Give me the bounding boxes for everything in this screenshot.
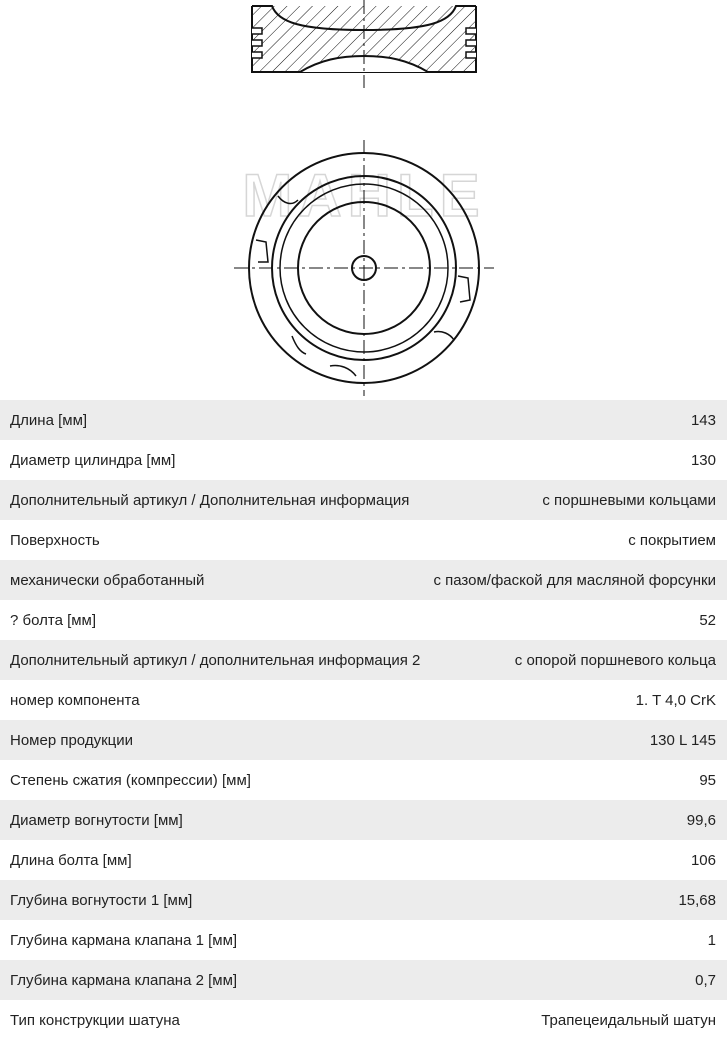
spec-label: ? болта [мм] <box>10 611 97 629</box>
spec-label: Длина [мм] <box>10 411 88 429</box>
spec-value: 0,7 <box>695 971 716 989</box>
spec-value: 99,6 <box>686 811 716 829</box>
spec-label: Глубина кармана клапана 2 [мм] <box>10 971 238 989</box>
spec-row-component-number <box>0 680 727 720</box>
spec-value: 130 <box>690 451 716 469</box>
spec-label: Дополнительный артикул / Дополнительная информация <box>10 491 410 509</box>
spec-row-additional-info-2 <box>0 640 727 680</box>
spec-label: Глубина кармана клапана 1 [мм] <box>10 931 238 949</box>
piston-drawing <box>0 0 727 400</box>
spec-row-bowl-depth <box>0 880 727 920</box>
spec-table <box>0 400 727 1040</box>
spec-label: механически обработанный <box>10 571 205 589</box>
spec-value: с пазом/фаской для масляной форсунки <box>433 571 716 589</box>
spec-value: 15,68 <box>678 891 716 909</box>
spec-label: Глубина вогнутости 1 [мм] <box>10 891 193 909</box>
spec-label: Диаметр вогнутости [мм] <box>10 811 183 829</box>
spec-row-valve-pocket-2 <box>0 960 727 1000</box>
spec-label: номер компонента <box>10 691 140 709</box>
spec-label: Дополнительный артикул / дополнительная информация 2 <box>10 651 421 669</box>
spec-value: с опорой поршневого кольца <box>514 651 716 669</box>
spec-value: 130 L 145 <box>649 731 716 749</box>
piston-technical-drawing <box>0 0 727 400</box>
spec-label: Поверхность <box>10 531 100 549</box>
spec-value: 95 <box>699 771 716 789</box>
spec-label: Тип конструкции шатуна <box>10 1011 180 1029</box>
spec-label: Степень сжатия (компрессии) [мм] <box>10 771 251 789</box>
piston-cross-section <box>252 0 476 88</box>
spec-value: 52 <box>699 611 716 629</box>
mahle-watermark: MAHLE <box>242 162 486 229</box>
spec-row-pin-diameter <box>0 600 727 640</box>
spec-value: с поршневыми кольцами <box>542 491 716 509</box>
spec-label: Номер продукции <box>10 731 133 749</box>
spec-value: 1 <box>707 931 716 949</box>
spec-row-machining <box>0 560 727 600</box>
spec-row-length <box>0 400 727 440</box>
spec-row-additional-info <box>0 480 727 520</box>
spec-label: Длина болта [мм] <box>10 851 132 869</box>
spec-row-pin-length <box>0 840 727 880</box>
spec-row-bowl-diameter <box>0 800 727 840</box>
spec-value: Трапецеидальный шатун <box>541 1011 716 1029</box>
spec-row-product-number <box>0 720 727 760</box>
piston-top-view <box>234 140 494 396</box>
spec-value: 143 <box>690 411 716 429</box>
spec-row-valve-pocket-1 <box>0 920 727 960</box>
spec-value: с покрытием <box>628 531 716 549</box>
spec-row-bore <box>0 440 727 480</box>
spec-value: 106 <box>690 851 716 869</box>
spec-value: 1. T 4,0 CrK <box>635 691 716 709</box>
spec-row-surface <box>0 520 727 560</box>
spec-label: Диаметр цилиндра [мм] <box>10 451 176 469</box>
spec-row-conrod-type <box>0 1000 727 1040</box>
spec-row-compression <box>0 760 727 800</box>
